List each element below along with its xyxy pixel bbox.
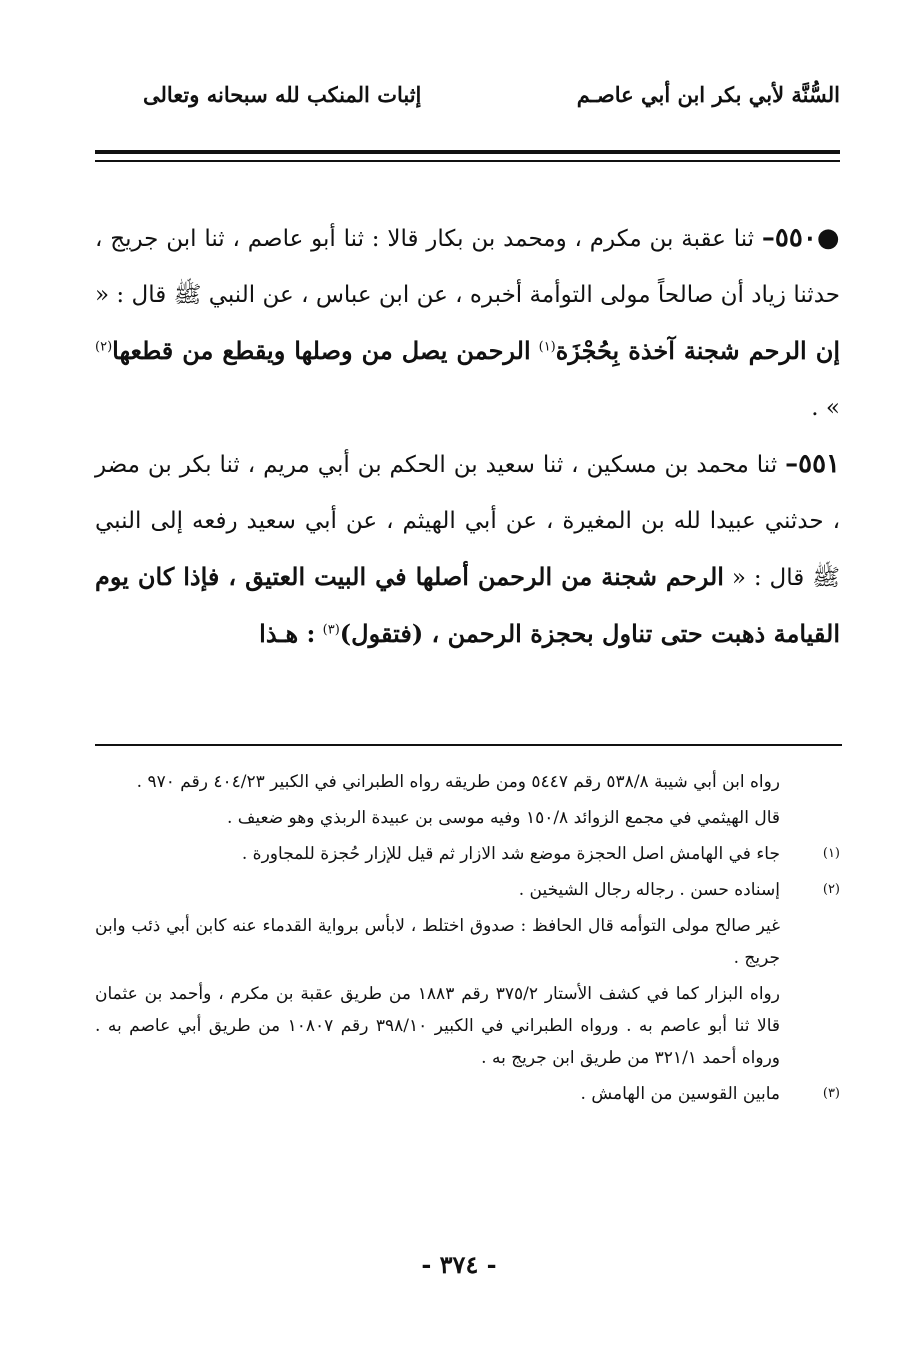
footnote-separator	[95, 744, 842, 746]
hadith-text: إن الرحم شجنة آخذة بِحُجْزَة	[555, 336, 840, 365]
footnote	[95, 838, 840, 870]
footnote-mark: (١)	[822, 846, 840, 861]
hadith-text-cont: الرحمن يصل من وصلها ويقطع من قطعها	[112, 336, 531, 365]
footnote-text: إسناده حسن . رجاله رجال الشيخين .	[518, 880, 780, 900]
header-rule-thick	[95, 150, 840, 154]
footnote	[95, 1078, 840, 1110]
header-rule-thin	[95, 160, 840, 162]
footnote-text: رواه ابن أبي شيبة ٥٣٨/٨ رقم ٥٤٤٧ ومن طريقه رواه الطبراني في الكبير ٤٠٤/٢٣ رقم ٩٧٠ .	[136, 772, 780, 792]
footnote	[95, 802, 840, 834]
hadith-number: ●٥٥٠–	[761, 223, 841, 253]
footnote-mark: (٢)	[822, 882, 840, 897]
hadith-number: ٥٥١–	[785, 449, 841, 479]
footnote-text: جاء في الهامش اصل الحجزة موضع شد الازار ثم قيل للإزار حُجزة للمجاورة .	[241, 844, 780, 864]
footnote	[95, 874, 840, 906]
hadith-551	[95, 436, 840, 663]
hadith-end: » .	[811, 395, 840, 421]
footnote-text: قال الهيثمي في مجمع الزوائد ١٥٠/٨ وفيه موسى بن عبيدة الربذي وهو ضعيف .	[226, 808, 780, 828]
footnote-ref: (٢)	[95, 339, 113, 355]
main-text	[95, 210, 840, 663]
hadith-chain: ثنا محمد بن مسكين ، ثنا سعيد بن الحكم بن أبي مريم ، ثنا بكر بن مضر ، حدثني عبيدا لله بن المغيرة ، عن أبي الهيثم ، عن أبي سعيد رفعه إلى النبي ﷺ قال : «	[95, 452, 840, 591]
running-header	[95, 70, 840, 120]
footnote	[95, 978, 840, 1074]
hadith-text: الرحم شجنة من الرحمن أصلها في البيت العتيق ، فإذا كان يوم القيامة ذهبت حتى تناول بحجزة الرحمن ، (فتقول)	[95, 562, 840, 648]
hadith-end: : هـذا	[259, 619, 316, 648]
footnote-text: رواه البزار كما في كشف الأستار ٣٧٥/٢ رقم ١٨٨٣ من طريق عقبة بن مكرم ، وأحمد بن عثمان قالا ثنا أبو عاصم به . ورواه الطبراني في الكبير ٣٩٨/١٠ رقم ١٠٨٠٧ من طريق أبي عاصم به . ورواه أحمد ٣٢١/١ من طريق ابن جريج به .	[95, 984, 780, 1068]
hadith-chain: ثنا عقبة بن مكرم ، ومحمد بن بكار قالا : ثنا أبو عاصم ، ثنا ابن جريج ، حدثنا زياد أن صالحاً مولى التوأمة أخبره ، عن ابن عباس ، عن النبي ﷺ قال : «	[95, 226, 840, 308]
footnote-ref: (٣)	[322, 622, 340, 638]
footnote	[95, 910, 840, 974]
footnote-mark: (٣)	[822, 1086, 840, 1101]
footnotes	[95, 766, 840, 1114]
page-number: - ٣٧٤ -	[421, 1250, 497, 1279]
hadith-550	[95, 210, 840, 436]
footnote	[95, 766, 840, 798]
footnote-text: مابين القوسين من الهامش .	[580, 1084, 780, 1104]
header-book-title: السُّنَّة لأبي بكر ابن أبي عاصـم	[576, 82, 840, 107]
footnote-text: غير صالح مولى التوأمه قال الحافظ : صدوق اختلط ، لابأس برواية القدماء عنه كابن أبي ذئب وابن جريج .	[95, 916, 780, 968]
footnote-ref: (١)	[538, 339, 556, 355]
header-chapter-title: إثبات المنكب لله سبحانه وتعالى	[143, 82, 422, 107]
